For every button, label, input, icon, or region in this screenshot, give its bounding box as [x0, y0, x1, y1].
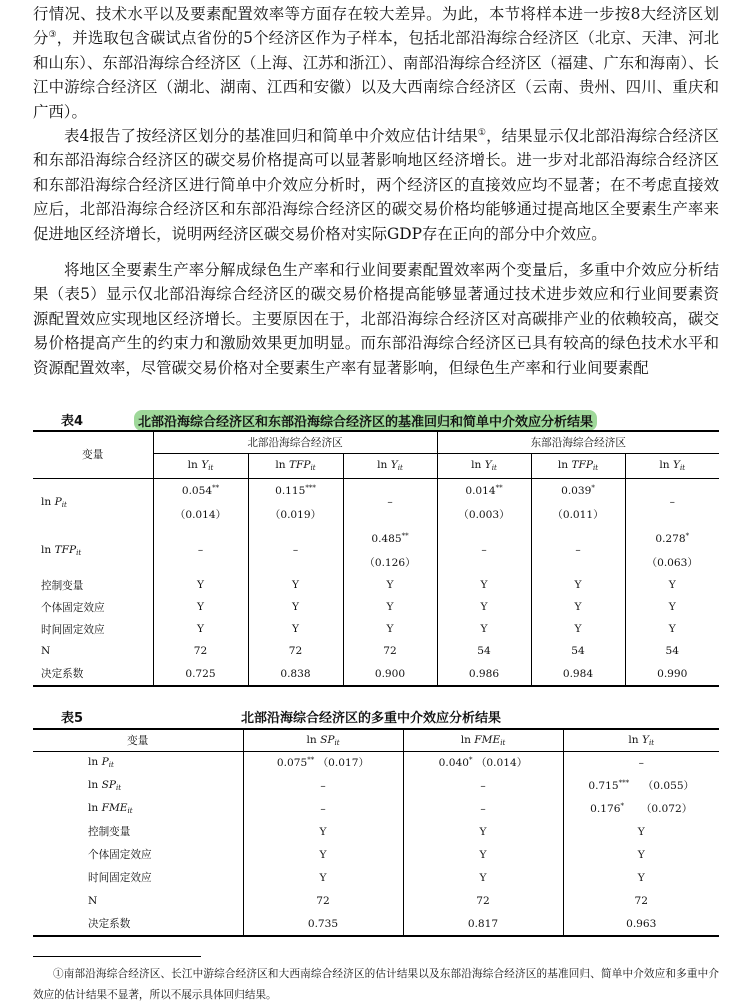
table5-col-lnY: $\ln Y_{it}$: [563, 729, 719, 751]
table-cell: –: [343, 478, 437, 526]
table-cell: 0.054**: [153, 478, 248, 502]
table-row: 控制变量 Y Y Y Y Y Y: [33, 574, 719, 596]
table-row: $\ln FME_{it}$ – – 0.176* （0.072）: [33, 797, 719, 820]
table-cell-se: （0.019）: [248, 502, 343, 526]
table4-title: 北部沿海综合经济区和东部沿海综合经济区的基准回归和简单中介效应分析结果: [134, 410, 597, 431]
paragraph-2-text-b: ，结果显示仅北部沿海综合经济区和东部沿海综合经济区的碳交易价格提高可以显著影响地区经济增长。进一步对北部沿海综合经济区和东部沿海综合经济区进行简单中介效应分析时，两个经济区的直接效应均不显著；在不考虑直接效应后，北部沿海综合经济区和东部沿海综合经济区的碳交易价格均能够通过提高地区全要素生产率来促进地区经济增长，说明两经济区碳交易价格对实际GDP存在正向的部分中介效应。: [33, 127, 719, 243]
table4-col-lnY-4: $\ln Y_{it}$: [625, 453, 719, 478]
table-row: 时间固定效应 Y Y Y Y Y Y: [33, 618, 719, 640]
table-row: 个体固定效应 Y Y Y Y Y Y: [33, 596, 719, 618]
paragraph-3-text: 将地区全要素生产率分解成绿色生产率和行业间要素配置效率两个变量后，多重中介效应分析结果（表5）显示仅北部沿海综合经济区的碳交易价格提高能够显著通过技术进步效应和行业间要素资源配置效应实现地区经济增长。主要原因在于，北部沿海综合经济区对高碳排产业的依赖较高，碳交易价格提高产生的约束力和激励效果更加明显。而东部沿海综合经济区已具有较高的绿色技术水平和资源配置效率，尽管碳交易价格对全要素生产率有显著影响，但绿色生产率和行业间要素配: [33, 261, 719, 377]
table-cell: 0.278*: [625, 526, 719, 550]
table5-title: 北部沿海综合经济区的多重中介效应分析结果: [241, 711, 502, 726]
table-cell-se: （0.063）: [625, 550, 719, 574]
table-row: 时间固定效应 Y Y Y: [33, 866, 719, 889]
table-cell-se: （0.014）: [153, 502, 248, 526]
table-cell-se: （0.003）: [437, 502, 531, 526]
table5-col-lnFME: $\ln FME_{it}$: [403, 729, 563, 751]
table-row: 个体固定效应 Y Y Y: [33, 843, 719, 866]
paragraph-3: [33, 258, 719, 380]
table-cell: –: [625, 478, 719, 526]
table-row: $\ln SP_{it}$ – – 0.715*** （0.055）: [33, 774, 719, 797]
footnote-marker[interactable]: ③: [48, 30, 57, 41]
table-row: N 72 72 72: [33, 889, 719, 912]
table5: [33, 728, 719, 937]
table-cell-se: （0.011）: [531, 502, 625, 526]
table5-label: 表5: [61, 711, 84, 726]
footnote-marker[interactable]: ①: [477, 127, 487, 138]
table4-col-lnTFP-1: $\ln TFP_{it}$: [248, 453, 343, 478]
paragraph-1: [33, 2, 719, 124]
table4-group1-header: 北部沿海综合经济区: [153, 431, 437, 453]
paragraph-2: [33, 124, 719, 246]
table4-col-lnY-3: $\ln Y_{it}$: [437, 453, 531, 478]
table4: [33, 430, 719, 687]
table5-col-lnSP: $\ln SP_{it}$: [243, 729, 403, 751]
table5-var-header: 变量: [33, 729, 243, 751]
table-cell-se: （0.126）: [343, 550, 437, 574]
table-cell: 0.115***: [248, 478, 343, 502]
table-row: N 72 72 72 54 54 54: [33, 640, 719, 662]
table4-group2-header: 东部沿海综合经济区: [437, 431, 719, 453]
table-cell: –: [531, 526, 625, 574]
table-cell: –: [153, 526, 248, 574]
table-cell: 0.014**: [437, 478, 531, 502]
footnote: ①南部沿海综合经济区、长江中游综合经济区和大西南综合经济区的估计结果以及东部沿海综合经济区的基准回归、简单中介效应和多重中介效应的估计结果不显著，所以不展示具体回归结果。: [33, 968, 719, 1001]
table4-col-lnY-2: $\ln Y_{it}$: [343, 453, 437, 478]
table4-title-row: [33, 408, 719, 430]
table4-label: 表4: [61, 414, 84, 429]
table-row: 决定系数 0.725 0.838 0.900 0.986 0.984 0.990: [33, 662, 719, 686]
footnote-divider: [33, 956, 201, 957]
table4-col-lnY-1: $\ln Y_{it}$: [153, 453, 248, 478]
table-row: 控制变量 Y Y Y: [33, 820, 719, 843]
table-row: $\ln P_{it}$ 0.075** （0.017） 0.040* （0.014） –: [33, 751, 719, 774]
table5-title-row: [33, 705, 719, 727]
table4-var-header: 变量: [33, 431, 153, 478]
table-cell: 0.485**: [343, 526, 437, 550]
table-cell: –: [437, 526, 531, 574]
table-cell: –: [248, 526, 343, 574]
paragraph-2-text-a: 表4报告了按经济区划分的基准回归和简单中介效应估计结果: [64, 127, 478, 145]
table4-row-lnTFP-label: $\ln TFP_{it}$: [41, 543, 82, 557]
paragraph-1-text-a: 行情况、技术水平以及要素配置效率等方面存在较大差异。为此，本节将样本进一步按8大经济区划分: [33, 5, 719, 48]
table-cell: 0.039*: [531, 478, 625, 502]
paragraph-1-text-b: ，并选取包含碳试点省份的5个经济区作为子样本，包括北部沿海综合经济区（北京、天津、河北和山东）、东部沿海综合经济区（上海、江苏和浙江）、南部沿海综合经济区（福建、广东和海南）、长江中游综合经济区（湖北、湖南、江西和安徽）以及大西南综合经济区（云南、贵州、四川、重庆和广西）。: [33, 29, 719, 121]
table4-col-lnTFP-2: $\ln TFP_{it}$: [531, 453, 625, 478]
table-row: 决定系数 0.735 0.817 0.963: [33, 912, 719, 936]
table4-row-lnP-label: $\ln P_{it}$: [41, 495, 67, 509]
